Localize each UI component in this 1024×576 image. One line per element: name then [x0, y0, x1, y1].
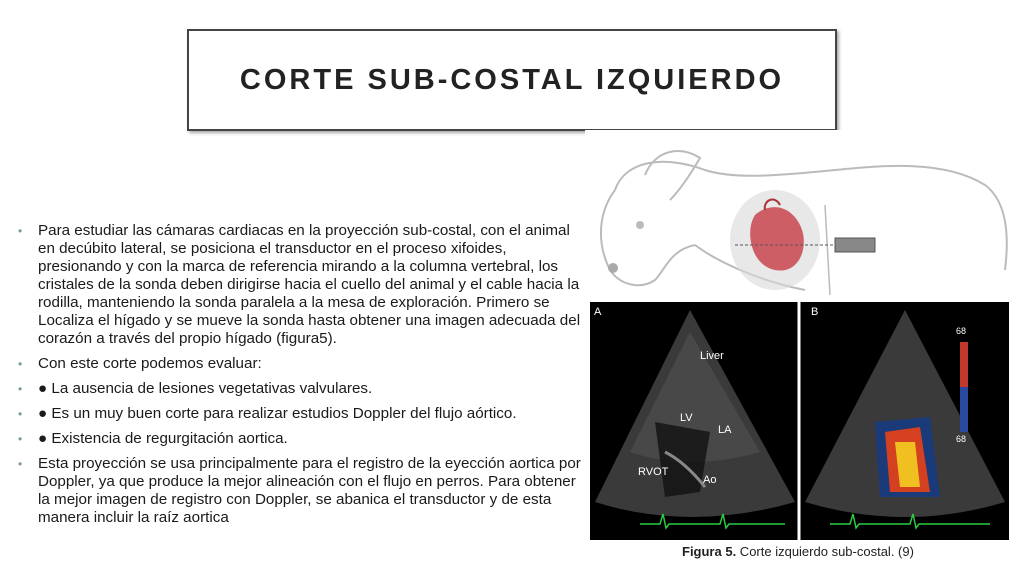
label-lv: LV	[680, 412, 693, 424]
figure-5	[585, 130, 1014, 566]
bullet-icon: •	[18, 382, 23, 396]
bullet-text: Con este corte podemos evaluar:	[38, 355, 262, 372]
label-liver: Liver	[700, 350, 724, 362]
label-la: LA	[718, 424, 732, 436]
caption-figure-number: Figura 5.	[682, 544, 737, 559]
bullet-item	[18, 430, 584, 448]
figure-caption	[682, 544, 914, 559]
label-ao: Ao	[703, 474, 717, 486]
bullet-text: ● Existencia de regurgitación aortica.	[38, 430, 288, 447]
scale-bottom: 68	[956, 434, 967, 444]
title-box	[187, 29, 837, 131]
label-rvot: RVOT	[638, 466, 669, 478]
bullet-item	[18, 455, 584, 527]
bullet-list	[18, 222, 584, 527]
panel-b-letter: B	[811, 306, 819, 318]
bullet-icon: •	[18, 432, 23, 446]
bullet-text: ● La ausencia de lesiones vegetativas valvulares.	[38, 380, 373, 397]
bullet-icon: •	[18, 457, 23, 471]
bullet-text: ● Es un muy buen corte para realizar estudios Doppler del flujo aórtico.	[38, 405, 517, 422]
bullet-item	[18, 380, 584, 398]
echo-svg	[590, 302, 1009, 540]
caption-text: Corte izquierdo sub-costal. (9)	[736, 544, 914, 559]
bullet-item	[18, 405, 584, 423]
bullet-text: Esta proyección se usa principalmente para el registro de la eyección aortica por Doppler, ya que produce la mejor alineación con el flujo en perros. Para obtener la mejor imagen de registro con Doppler, se abanica el transductor y de esta manera incluir la raíz aortica	[38, 455, 581, 526]
slide-title: CORTE SUB-COSTAL IZQUIERDO	[239, 63, 785, 96]
bullet-item	[18, 355, 584, 373]
bullet-text: Para estudiar las cámaras cardiacas en la proyección sub-costal, con el animal en decúbito lateral, se posiciona el transductor en el proceso xifoides, presionando y con la marca de referencia mirando a la columna vertebral, los cristales de la sonda deben dirigirse hacia el cuello del animal y el cable hacia la rodilla, manteniendo la sonda paralela a la mesa de exploración. Primero se Localiza el hígado y se mueve la sonda hasta obtener una imagen adecuada del corazón a través del propio hígado (figura5).	[38, 222, 581, 347]
bullet-icon: •	[18, 407, 23, 421]
panel-a-letter: A	[594, 306, 602, 318]
echo-images	[590, 302, 1009, 540]
scale-top: 68	[956, 326, 967, 336]
bullet-item	[18, 222, 584, 348]
bullet-icon: •	[18, 357, 23, 371]
slide-content	[18, 222, 584, 534]
bullet-icon: •	[18, 224, 23, 238]
dog-illustration	[585, 130, 1014, 302]
